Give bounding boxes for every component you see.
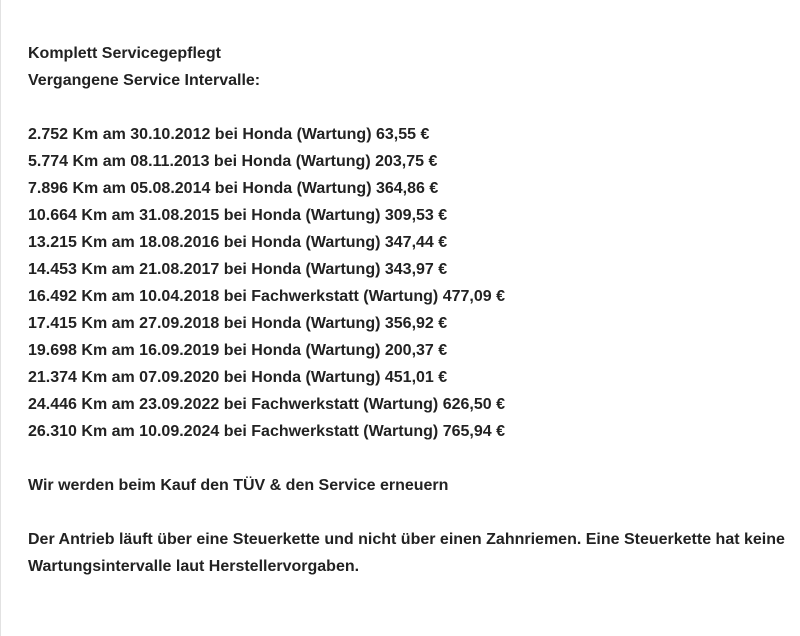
service-entry: 10.664 Km am 31.08.2015 bei Honda (Wartung) 309,53 € [28, 207, 448, 224]
tuev-note: Wir werden beim Kauf den TÜV & den Service erneuern [28, 477, 449, 494]
spacer [28, 445, 788, 472]
service-entry: 16.492 Km am 10.04.2018 bei Fachwerkstatt (Wartung) 477,09 € [28, 288, 505, 305]
header-line-1: Komplett Servicegepflegt [28, 45, 221, 62]
service-entry: 7.896 Km am 05.08.2014 bei Honda (Wartung) 364,86 € [28, 180, 439, 197]
service-entry: 24.446 Km am 23.09.2022 bei Fachwerkstatt (Wartung) 626,50 € [28, 396, 505, 413]
service-list [28, 121, 788, 445]
description-text [28, 40, 788, 580]
spacer [28, 499, 788, 526]
service-entry: 21.374 Km am 07.09.2020 bei Honda (Wartung) 451,01 € [28, 369, 448, 386]
spacer [28, 94, 788, 121]
header-line-2: Vergangene Service Intervalle: [28, 72, 261, 89]
service-entry: 5.774 Km am 08.11.2013 bei Honda (Wartung) 203,75 € [28, 153, 438, 170]
service-entry: 14.453 Km am 21.08.2017 bei Honda (Wartung) 343,97 € [28, 261, 448, 278]
service-entry: 26.310 Km am 10.09.2024 bei Fachwerkstatt (Wartung) 765,94 € [28, 423, 505, 440]
service-entry: 19.698 Km am 16.09.2019 bei Honda (Wartung) 200,37 € [28, 342, 448, 359]
service-entry: 2.752 Km am 30.10.2012 bei Honda (Wartung) 63,55 € [28, 126, 430, 143]
service-entry: 17.415 Km am 27.09.2018 bei Honda (Wartung) 356,92 € [28, 315, 448, 332]
service-entry: 13.215 Km am 18.08.2016 bei Honda (Wartung) 347,44 € [28, 234, 448, 251]
drive-note: Der Antrieb läuft über eine Steuerkette und nicht über einen Zahnriemen. Eine Steuerkette hat keine Wartungsintervalle laut Herstellervorgaben. [28, 531, 785, 575]
